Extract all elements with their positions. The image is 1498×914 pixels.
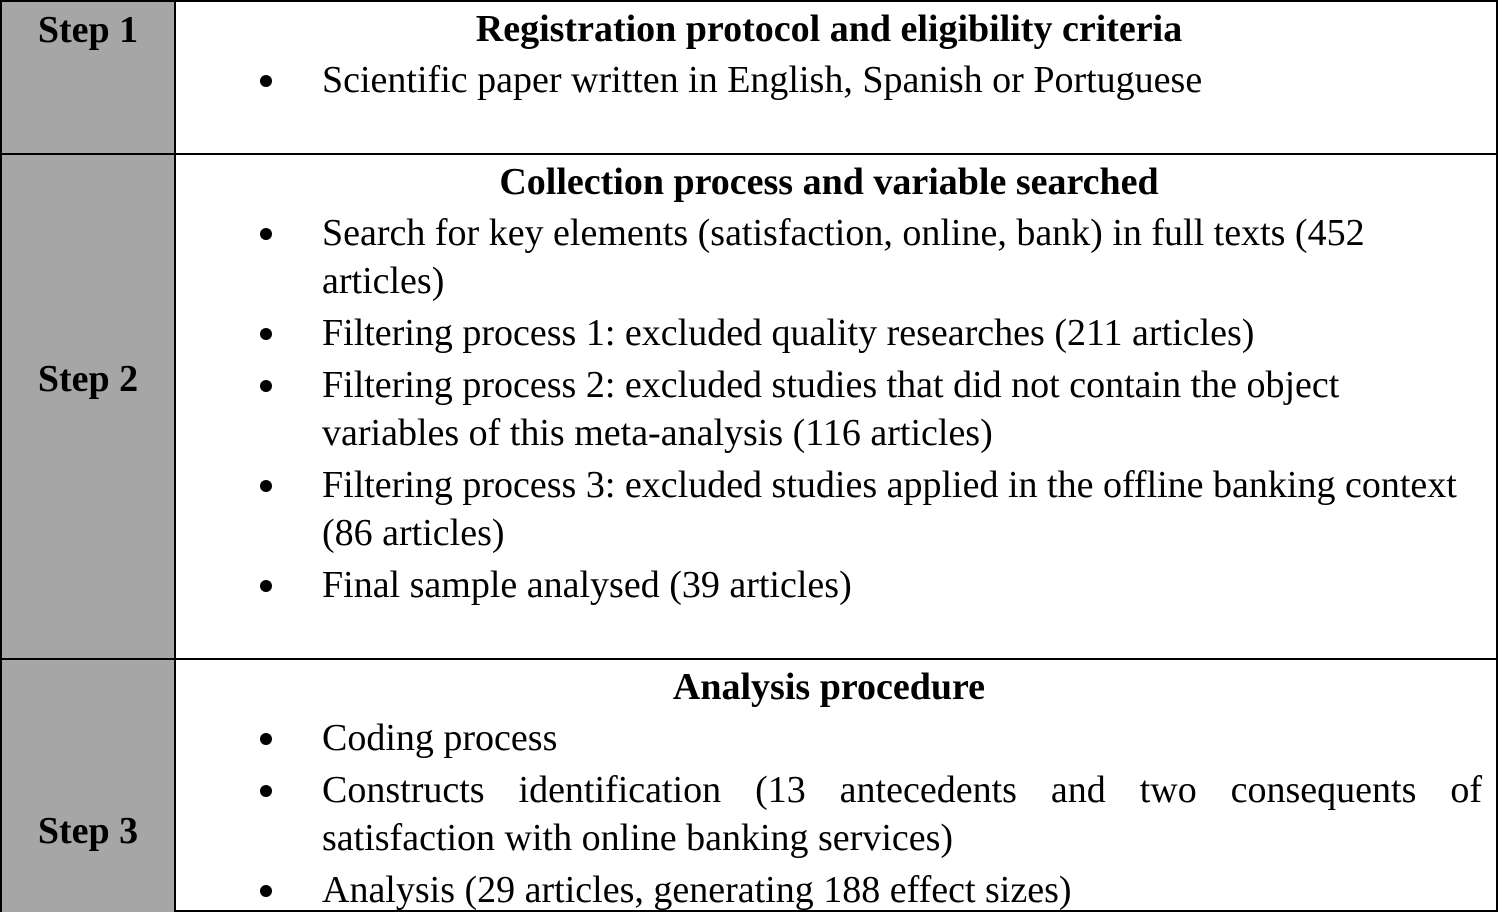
bullet-icon [260,228,272,240]
list-item [176,361,1482,457]
list-item [176,866,1482,914]
list-item [176,309,1482,357]
list-item-text: Analysis (29 articles, generating 188 effect sizes) [322,869,1072,911]
list-item [176,714,1482,762]
list-item-text: Coding process [322,717,558,759]
list-item [176,766,1482,862]
bullet-list [176,714,1482,914]
bullet-icon [260,580,272,592]
list-item [176,461,1482,557]
bullet-icon [260,480,272,492]
list-item-text: Search for key elements (satisfaction, online, bank) in full texts (452 articles) [322,212,1365,302]
list-item-text: Filtering process 3: excluded studies applied in the offline banking context (86 articles) [322,464,1457,554]
list-item-text: Filtering process 1: excluded quality researches (211 articles) [322,312,1255,354]
step-row-3 [2,658,1496,912]
bullet-icon [260,328,272,340]
list-item-text: Scientific paper written in English, Spanish or Portuguese [322,59,1203,101]
step-label: Step 3 [2,660,176,912]
section-heading: Analysis procedure [672,666,986,708]
bullet-icon [260,380,272,392]
step-content [176,155,1496,658]
bullet-icon [260,75,272,87]
bullet-icon [260,885,272,897]
section-heading: Registration protocol and eligibility criteria [475,8,1183,50]
list-item-text: Filtering process 2: excluded studies that did not contain the object variables of this meta-analysis (116 articles) [322,364,1340,454]
step-content [176,2,1496,153]
bullet-list [176,56,1482,104]
step-row-1 [2,2,1496,153]
step-label: Step 1 [2,2,176,153]
list-item [176,56,1482,104]
list-item [176,561,1482,609]
bullet-list [176,209,1482,609]
list-item-text: Constructs identification (13 antecedents and two consequents of satisfaction with online banking services) [322,769,1482,859]
bullet-icon [260,785,272,797]
list-item-text: Final sample analysed (39 articles) [322,564,852,606]
section-heading: Collection process and variable searched [499,161,1159,203]
bullet-icon [260,733,272,745]
step-content [176,660,1496,912]
step-row-2 [2,153,1496,658]
step-label: Step 2 [2,155,176,658]
list-item [176,209,1482,305]
